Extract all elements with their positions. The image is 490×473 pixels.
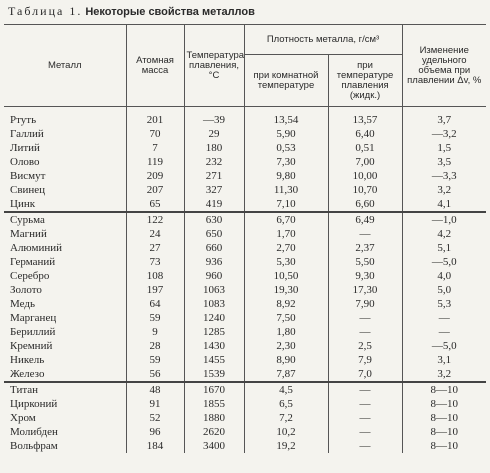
melting-temp-cell: 1880 <box>184 411 244 425</box>
density-room-cell: 10,2 <box>244 425 328 439</box>
atomic-mass-cell: 59 <box>126 353 184 367</box>
melting-temp-cell: 660 <box>184 241 244 255</box>
density-room-cell: 6,70 <box>244 212 328 227</box>
density-room-cell: 2,70 <box>244 241 328 255</box>
metal-name-cell: Серебро <box>10 270 50 282</box>
table-row <box>4 353 486 367</box>
density-melt-cell: — <box>328 311 402 325</box>
volume-change-cell: —3,2 <box>402 127 486 141</box>
density-room-cell: 7,10 <box>244 197 328 212</box>
atomic-mass-cell: 91 <box>126 397 184 411</box>
volume-change-cell: —5,0 <box>402 339 486 353</box>
volume-change-cell: — <box>402 325 486 339</box>
metal-name-cell: Золото <box>10 284 42 296</box>
density-melt-cell: 6,60 <box>328 197 402 212</box>
melting-temp-cell: 1240 <box>184 311 244 325</box>
header-melting-temp: Температура плавления, °С <box>184 25 244 107</box>
volume-change-cell: 8—10 <box>402 382 486 397</box>
density-room-cell: 9,80 <box>244 169 328 183</box>
table-row <box>4 107 486 128</box>
density-room-cell: 7,87 <box>244 367 328 382</box>
density-melt-cell: 7,00 <box>328 155 402 169</box>
density-melt-cell: — <box>328 425 402 439</box>
table-row <box>4 311 486 325</box>
density-room-cell: 4,5 <box>244 382 328 397</box>
volume-change-cell: — <box>402 311 486 325</box>
density-melt-cell: 2,5 <box>328 339 402 353</box>
density-melt-cell: 7,0 <box>328 367 402 382</box>
atomic-mass-cell: 108 <box>126 269 184 283</box>
density-room-cell: 19,30 <box>244 283 328 297</box>
metal-name-cell: Свинец <box>10 184 46 196</box>
metal-name-cell: Германий <box>10 256 56 268</box>
atomic-mass-cell: 96 <box>126 425 184 439</box>
atomic-mass-cell: 197 <box>126 283 184 297</box>
density-room-cell: 1,80 <box>244 325 328 339</box>
volume-change-cell: 3,7 <box>402 107 486 128</box>
density-room-cell: 7,50 <box>244 311 328 325</box>
metal-name-cell: Медь <box>10 298 35 310</box>
density-melt-cell: 0,51 <box>328 141 402 155</box>
density-melt-cell: 10,70 <box>328 183 402 197</box>
metal-name-cell: Вольфрам <box>10 440 58 452</box>
density-room-cell: 7,30 <box>244 155 328 169</box>
density-room-cell: 11,30 <box>244 183 328 197</box>
atomic-mass-cell: 7 <box>126 141 184 155</box>
volume-change-cell: 8—10 <box>402 439 486 453</box>
metal-name-cell: Сурьма <box>4 212 126 227</box>
atomic-mass-cell: 52 <box>126 411 184 425</box>
header-atomic-mass: Атомная масса <box>126 25 184 107</box>
melting-temp-cell: 936 <box>184 255 244 269</box>
table-row <box>4 255 486 269</box>
table-row <box>4 297 486 311</box>
metal-name-cell: Ртуть <box>10 114 37 126</box>
density-melt-cell: 17,30 <box>328 283 402 297</box>
volume-change-cell: —3,3 <box>402 169 486 183</box>
density-melt-cell: — <box>328 439 402 453</box>
density-melt-cell: — <box>328 325 402 339</box>
melting-temp-cell: 630 <box>184 212 244 227</box>
atomic-mass-cell: 207 <box>126 183 184 197</box>
melting-temp-cell: 327 <box>184 183 244 197</box>
melting-temp-cell: 1855 <box>184 397 244 411</box>
metal-name-cell: Магний <box>10 228 47 240</box>
table-caption <box>8 2 255 20</box>
metal-name-cell: Олово <box>10 156 40 168</box>
density-melt-cell: 7,90 <box>328 297 402 311</box>
melting-temp-cell: 180 <box>184 141 244 155</box>
atomic-mass-cell: 70 <box>126 127 184 141</box>
volume-change-cell: 3,1 <box>402 353 486 367</box>
table-row <box>4 425 486 439</box>
table-row <box>4 283 486 297</box>
metal-name-cell: Галлий <box>10 128 44 140</box>
atomic-mass-cell: 119 <box>126 155 184 169</box>
melting-temp-cell: 1430 <box>184 339 244 353</box>
metal-name-cell: Железо <box>10 368 45 380</box>
table-row <box>4 382 486 397</box>
atomic-mass-cell: 122 <box>126 212 184 227</box>
table-row <box>4 155 486 169</box>
table-row <box>4 241 486 255</box>
atomic-mass-cell: 9 <box>126 325 184 339</box>
table-row <box>4 325 486 339</box>
metal-name-cell: Титан <box>4 382 126 397</box>
volume-change-cell: —5,0 <box>402 255 486 269</box>
density-melt-cell: — <box>328 411 402 425</box>
table-row <box>4 169 486 183</box>
volume-change-cell: 5,1 <box>402 241 486 255</box>
melting-temp-cell: 960 <box>184 269 244 283</box>
density-room-cell: 5,90 <box>244 127 328 141</box>
atomic-mass-cell: 59 <box>126 311 184 325</box>
metal-name-cell: Цирконий <box>10 398 58 410</box>
density-melt-cell: 6,49 <box>328 212 402 227</box>
density-room-cell: 1,70 <box>244 227 328 241</box>
melting-temp-cell: —39 <box>184 107 244 128</box>
atomic-mass-cell: 64 <box>126 297 184 311</box>
volume-change-cell: 3,5 <box>402 155 486 169</box>
atomic-mass-cell: 209 <box>126 169 184 183</box>
header-density-room: при комнатной температуре <box>244 55 328 107</box>
volume-change-cell: 4,0 <box>402 269 486 283</box>
density-room-cell: 8,92 <box>244 297 328 311</box>
table-row <box>4 439 486 453</box>
density-room-cell: 8,90 <box>244 353 328 367</box>
table-row <box>4 127 486 141</box>
density-room-cell: 10,50 <box>244 269 328 283</box>
melting-temp-cell: 650 <box>184 227 244 241</box>
density-room-cell: 19,2 <box>244 439 328 453</box>
density-melt-cell: 13,57 <box>328 107 402 128</box>
metal-name-cell: Бериллий <box>10 326 56 338</box>
melting-temp-cell: 1083 <box>184 297 244 311</box>
melting-temp-cell: 1670 <box>184 382 244 397</box>
table-row <box>4 339 486 353</box>
volume-change-cell: 8—10 <box>402 411 486 425</box>
table-header <box>4 25 486 107</box>
table-caption-label: Таблица 1. <box>8 4 83 18</box>
table-row <box>4 183 486 197</box>
metal-name-cell: Никель <box>10 354 45 366</box>
melting-temp-cell: 232 <box>184 155 244 169</box>
melting-temp-cell: 2620 <box>184 425 244 439</box>
metal-name-cell: Марганец <box>10 312 57 324</box>
density-room-cell: 2,30 <box>244 339 328 353</box>
table-row <box>4 411 486 425</box>
volume-change-cell: 8—10 <box>402 397 486 411</box>
melting-temp-cell: 3400 <box>184 439 244 453</box>
density-room-cell: 5,30 <box>244 255 328 269</box>
header-metal: Металл <box>4 25 126 107</box>
atomic-mass-cell: 73 <box>126 255 184 269</box>
density-room-cell: 13,54 <box>244 107 328 128</box>
melting-temp-cell: 419 <box>184 197 244 212</box>
volume-change-cell: 8—10 <box>402 425 486 439</box>
density-melt-cell: — <box>328 397 402 411</box>
melting-temp-cell: 1455 <box>184 353 244 367</box>
density-melt-cell: — <box>328 382 402 397</box>
table-row <box>4 227 486 241</box>
density-melt-cell: 2,37 <box>328 241 402 255</box>
melting-temp-cell: 29 <box>184 127 244 141</box>
table-row <box>4 197 486 212</box>
density-melt-cell: 5,50 <box>328 255 402 269</box>
metal-name-cell: Алюминий <box>10 242 63 254</box>
atomic-mass-cell: 65 <box>126 197 184 212</box>
table-caption-name: Некоторые свойства металлов <box>85 6 255 18</box>
table-row <box>4 397 486 411</box>
volume-change-cell: 1,5 <box>402 141 486 155</box>
header-density-melt: при температуре плавления (жидк.) <box>328 55 402 107</box>
table-body <box>4 107 486 454</box>
metal-name-cell: Хром <box>10 412 36 424</box>
melting-temp-cell: 271 <box>184 169 244 183</box>
density-room-cell: 7,2 <box>244 411 328 425</box>
atomic-mass-cell: 24 <box>126 227 184 241</box>
density-melt-cell: 10,00 <box>328 169 402 183</box>
volume-change-cell: 3,2 <box>402 367 486 382</box>
atomic-mass-cell: 27 <box>126 241 184 255</box>
header-density-group: Плотность металла, г/см³ <box>244 25 402 55</box>
metal-name-cell: Кремний <box>10 340 53 352</box>
atomic-mass-cell: 56 <box>126 367 184 382</box>
table-row <box>4 367 486 382</box>
header-volume-change: Изменение удельного объема при плавлении Δv, % <box>402 25 486 107</box>
atomic-mass-cell: 184 <box>126 439 184 453</box>
metal-name-cell: Висмут <box>10 170 46 182</box>
volume-change-cell: 5,0 <box>402 283 486 297</box>
density-melt-cell: — <box>328 227 402 241</box>
volume-change-cell: 4,1 <box>402 197 486 212</box>
metal-name-cell: Молибден <box>10 426 58 438</box>
metal-name-cell: Цинк <box>10 198 36 210</box>
volume-change-cell: 5,3 <box>402 297 486 311</box>
atomic-mass-cell: 48 <box>126 382 184 397</box>
melting-temp-cell: 1285 <box>184 325 244 339</box>
metals-properties-table <box>4 24 486 453</box>
melting-temp-cell: 1539 <box>184 367 244 382</box>
density-melt-cell: 9,30 <box>328 269 402 283</box>
volume-change-cell: 4,2 <box>402 227 486 241</box>
table-row <box>4 141 486 155</box>
metal-name-cell: Литий <box>10 142 40 154</box>
atomic-mass-cell: 28 <box>126 339 184 353</box>
volume-change-cell: —1,0 <box>402 212 486 227</box>
table-row <box>4 269 486 283</box>
density-room-cell: 0,53 <box>244 141 328 155</box>
atomic-mass-cell: 201 <box>126 107 184 128</box>
volume-change-cell: 3,2 <box>402 183 486 197</box>
density-melt-cell: 7,9 <box>328 353 402 367</box>
table-row <box>4 212 486 227</box>
density-melt-cell: 6,40 <box>328 127 402 141</box>
density-room-cell: 6,5 <box>244 397 328 411</box>
melting-temp-cell: 1063 <box>184 283 244 297</box>
